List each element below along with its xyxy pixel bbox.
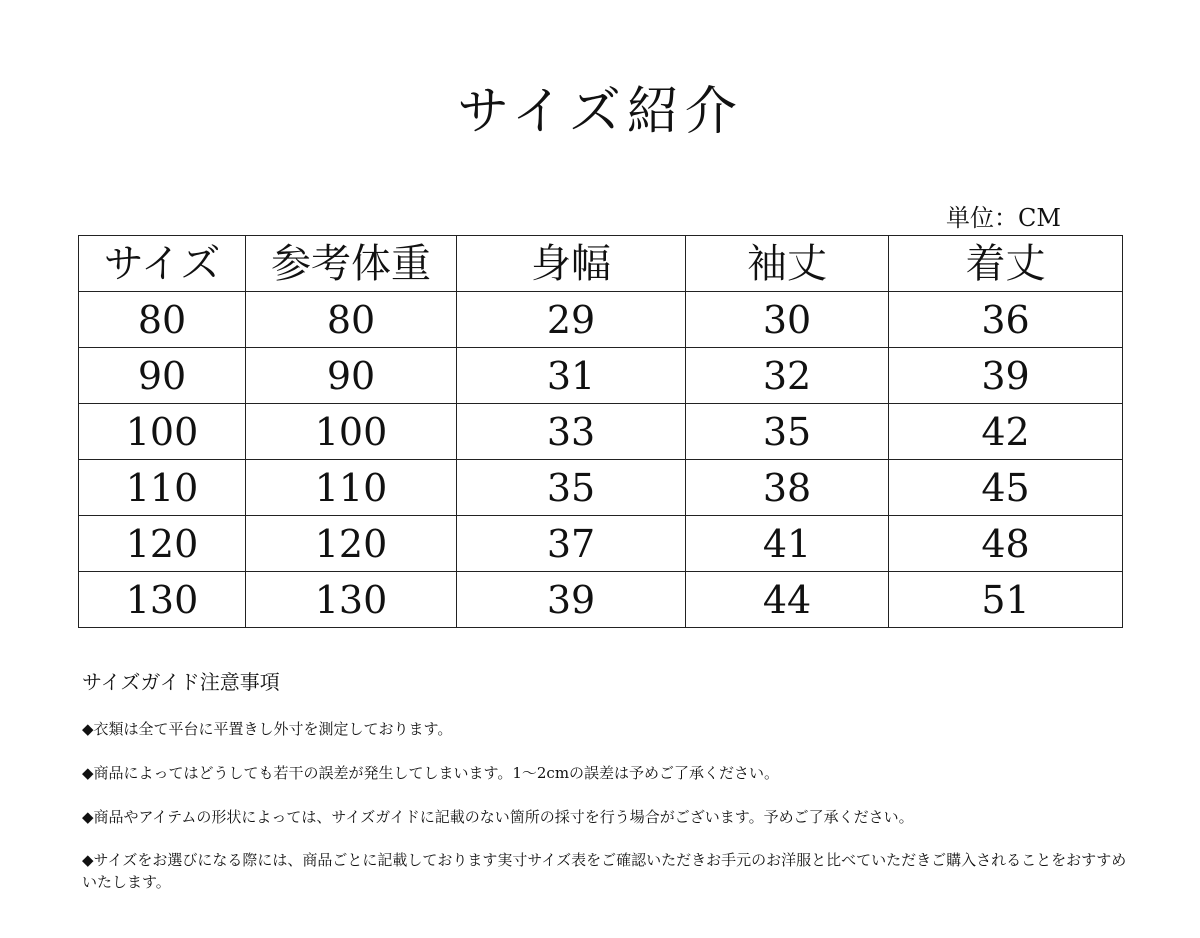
table-cell: 48 [889, 516, 1123, 572]
table-cell: 90 [79, 348, 246, 404]
table-cell: 41 [686, 516, 889, 572]
table-cell: 80 [79, 292, 246, 348]
table-row [79, 292, 1123, 348]
table-cell: 120 [246, 516, 457, 572]
table-cell: 130 [79, 572, 246, 628]
header-total-length: 着丈 [889, 236, 1123, 292]
table-cell: 45 [889, 460, 1123, 516]
table-header-row [79, 236, 1123, 292]
note-item: ◆商品やアイテムの形状によっては、サイズガイドに記載のない箇所の採寸を行う場合がございます。予めご了承ください。 [82, 807, 914, 826]
table-cell: 39 [457, 572, 686, 628]
table-cell: 36 [889, 292, 1123, 348]
header-sleeve-length: 袖丈 [686, 236, 889, 292]
table-cell: 32 [686, 348, 889, 404]
table-cell: 38 [686, 460, 889, 516]
size-table [78, 235, 1123, 628]
header-body-width: 身幅 [457, 236, 686, 292]
table-cell: 44 [686, 572, 889, 628]
table-row [79, 516, 1123, 572]
table-cell: 100 [79, 404, 246, 460]
table-cell: 120 [79, 516, 246, 572]
table-cell: 31 [457, 348, 686, 404]
note-item: ◆商品によってはどうしても若干の誤差が発生してしまいます。1～2cmの誤差は予めご了承ください。 [82, 763, 780, 782]
size-guide-notes [82, 668, 1132, 916]
table-cell: 90 [246, 348, 457, 404]
table-cell: 80 [246, 292, 457, 348]
table-cell: 35 [686, 404, 889, 460]
header-size: サイズ [79, 236, 246, 292]
table-cell: 100 [246, 404, 457, 460]
table-cell: 110 [79, 460, 246, 516]
table-cell: 42 [889, 404, 1123, 460]
table-row [79, 348, 1123, 404]
unit-label: 単位：CM [946, 204, 1061, 232]
note-item: ◆衣類は全て平台に平置きし外寸を測定しております。 [82, 720, 453, 738]
table-cell: 130 [246, 572, 457, 628]
table-cell: 51 [889, 572, 1123, 628]
table-cell: 35 [457, 460, 686, 516]
table-cell: 29 [457, 292, 686, 348]
notes-title: サイズガイド注意事項 [82, 670, 280, 694]
table-cell: 110 [246, 460, 457, 516]
table-cell: 33 [457, 404, 686, 460]
table-cell: 30 [686, 292, 889, 348]
table-row [79, 572, 1123, 628]
table-cell: 37 [457, 516, 686, 572]
table-row [79, 404, 1123, 460]
table-row [79, 460, 1123, 516]
page-title: サイズ紹介 [457, 82, 743, 142]
table-cell: 39 [889, 348, 1123, 404]
header-reference-weight: 参考体重 [246, 236, 457, 292]
note-item: ◆サイズをお選びになる際には、商品ごとに記載しております実寸サイズ表をご確認いただきお手元のお洋服と比べていただきご購入されることをおすすめいたします。 [82, 851, 1127, 891]
